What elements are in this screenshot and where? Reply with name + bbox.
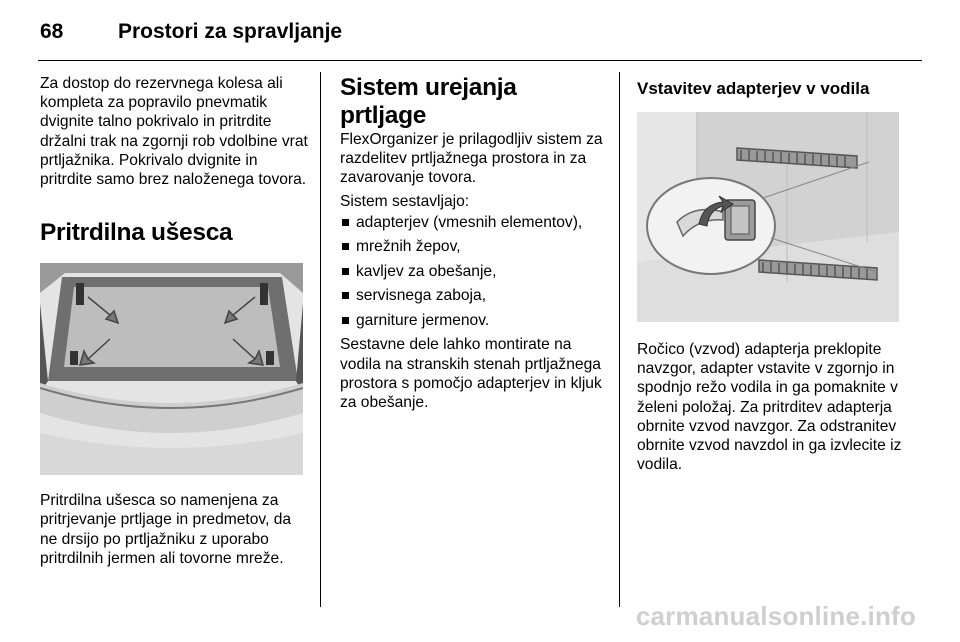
section-heading-tie-downs: Pritrdilna ušesca [40,219,233,247]
list-item: adapterjev (vmesnih elementov), [340,211,605,236]
column-divider-1 [320,72,321,607]
adapter-insertion-illustration [637,112,899,322]
column-1 [40,74,310,568]
section-heading-adapters: Vstavitev adapterjev v vodila [637,79,870,98]
section-heading-flexorganizer: Sistem urejanja prtljage [340,74,517,129]
list-item: garniture jermenov. [340,309,605,334]
tie-downs-description: Pritrdilna ušesca so namenjena za pritrjevanje prtljage in predmetov, da ne drsijo po prtljažniku z uporabo pritrdilnih jermen ali tovorne mreže. [40,492,292,567]
watermark: carmanualsonline.info [635,601,916,631]
column-2 [340,74,605,412]
spare-wheel-paragraph: Za dostop do rezervnega kolesa ali kompleta za popravilo pnevmatik dvignite talno pokrivalo in pritrdite držalni trak na zgornji rob vdolbine vrat prtljažnika. Pokrivalo dvignite in pritrdite samo brez naloženega tovora. [40,75,308,189]
header-rule [38,60,922,61]
page-title: Prostori za spravljanje [118,20,343,43]
flexorganizer-intro: FlexOrganizer je prilagodljiv sistem za razdelitev prtljažnega prostora in za zavarovanje tovora. [340,131,603,187]
list-item: mrežnih žepov, [340,235,605,260]
column-3 [637,74,912,474]
system-components-intro: Sistem sestavljajo: [340,192,470,210]
list-item: servisnega zaboja, [340,284,605,309]
mounting-paragraph: Sestavne dele lahko montirate na vodila na stranskih stenah prtljažnega prostora s pomočjo adapterjev in kljuk za obešanje. [340,336,602,411]
page-header [40,20,342,44]
page-number: 68 [40,20,64,43]
column-divider-2 [619,72,620,607]
components-list [340,211,605,334]
trunk-lashing-eyes-illustration [40,263,303,475]
adapter-instructions: Ročico (vzvod) adapterja preklopite navzgor, adapter vstavite v zgornjo in spodnjo režo vodila in ga pomaknite v želeni položaj. Za pritrditev adapterja obrnite vzvod navzgor. Za odstranitev obrnite vzvod navzdol in ga izvlecite iz vodila. [637,341,902,474]
list-item: kavljev za obešanje, [340,260,605,285]
